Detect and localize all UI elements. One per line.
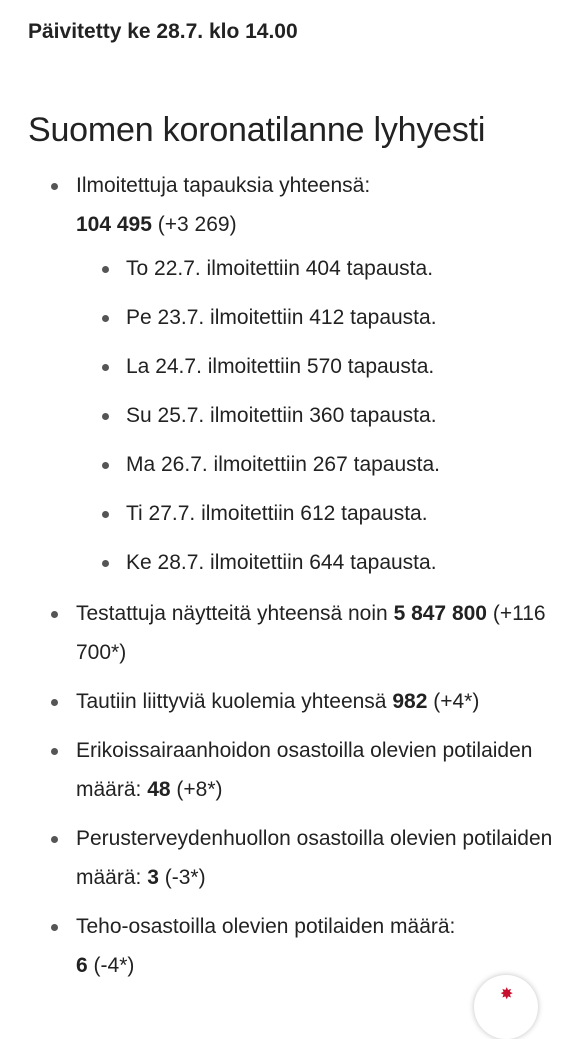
list-item-daily: Su 25.7. ilmoitettiin 360 tapausta. [76, 396, 555, 435]
list-item-deaths [28, 682, 555, 721]
list-item-daily: To 22.7. ilmoitettiin 404 tapausta. [76, 249, 555, 288]
icu-value: 6 [76, 954, 88, 977]
deaths-change: (+4*) [433, 690, 480, 713]
tests-value: 5 847 800 [393, 602, 487, 625]
icu-label: Teho-osastoilla olevien potilaiden määrä: [76, 915, 456, 938]
floating-action-button[interactable] [474, 975, 538, 1039]
tests-label: Testattuja näytteitä yhteensä noin [76, 602, 388, 625]
deaths-label: Tautiin liittyviä kuolemia yhteensä [76, 690, 387, 713]
virus-icon: ✸ [500, 986, 514, 1003]
cases-label: Ilmoitettuja tapauksia yhteensä: [76, 174, 371, 197]
list-item-icu [28, 907, 555, 985]
list-item-specialized-care [28, 731, 555, 809]
primary-care-value: 3 [147, 866, 159, 889]
specialized-care-label: Erikoissairaanhoidon osastoilla olevien potilaiden määrä: [76, 739, 533, 801]
deaths-value: 982 [392, 690, 428, 713]
list-item-daily: Ke 28.7. ilmoitettiin 644 tapausta. [76, 543, 555, 582]
list-item-daily: Pe 23.7. ilmoitettiin 412 tapausta. [76, 298, 555, 337]
cases-total: 104 495 [76, 213, 152, 236]
summary-list [28, 166, 555, 985]
list-item-daily: Ma 26.7. ilmoitettiin 267 tapausta. [76, 445, 555, 484]
icu-change: (-4*) [93, 954, 135, 977]
updated-timestamp: Päivitetty ke 28.7. klo 14.00 [28, 20, 298, 43]
daily-cases-list [76, 249, 555, 582]
primary-care-label: Perusterveydenhuollon osastoilla olevien potilaiden määrä: [76, 827, 553, 889]
list-item-daily: La 24.7. ilmoitettiin 570 tapausta. [76, 347, 555, 386]
page-title: Suomen koronatilanne lyhyesti [28, 111, 486, 149]
list-item-cases [28, 166, 555, 582]
cases-change: (+3 269) [157, 213, 237, 236]
primary-care-change: (-3*) [164, 866, 206, 889]
specialized-care-change: (+8*) [176, 778, 223, 801]
list-item-daily: Ti 27.7. ilmoitettiin 612 tapausta. [76, 494, 555, 533]
list-item-tests [28, 594, 555, 672]
tests-change: (+116 700*) [76, 602, 546, 664]
list-item-primary-care [28, 819, 555, 897]
specialized-care-value: 48 [147, 778, 171, 801]
